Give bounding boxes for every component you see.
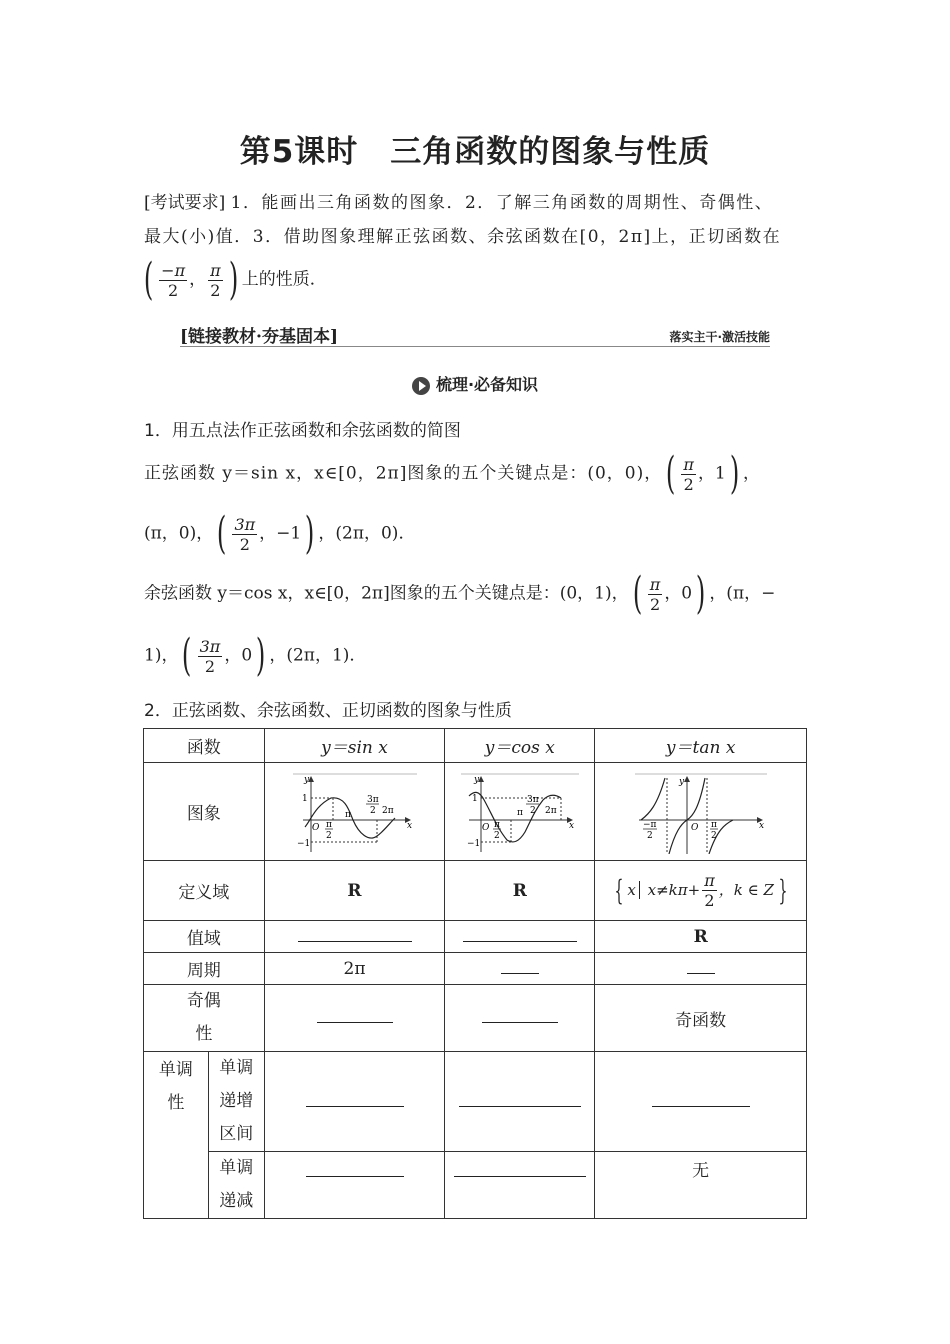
requirements-line3: ( $\frac{-\pi}{2}$ ， $\frac{\pi}{2}$ ) 上的性质． [143,254,327,305]
domain-tan: { x x≠kπ+ $\frac{\pi}{2}$ ，k ∈ Z } [595,861,807,921]
svg-text:O: O [311,822,319,833]
sin-graph [293,770,417,854]
period-sin: 2π [264,953,445,985]
period-tan-blank [595,953,807,985]
range-cos-blank [445,921,595,953]
requirements-line1 [144,193,773,213]
dec-tan: 无 [595,1152,807,1219]
sin-keypoints-line2: (π，0)，( $\frac{3\pi}{2}$ ，−1) ，(2π，0)． [144,508,416,559]
sin-graph-cell [264,763,445,861]
svg-text:3π: 3π [526,794,539,805]
header-tan: y＝tan x [595,729,807,763]
svg-text:O: O [690,822,699,833]
table-row [144,729,807,763]
svg-text:2: 2 [493,830,500,841]
parity-sin-blank [264,985,445,1052]
range-sin-blank [264,921,445,953]
cos-graph [461,770,579,854]
requirements-text-1: 1．能画出三角函数的图象．2．了解三角函数的周期性、奇偶性、 [230,193,774,213]
parity-tan: 奇函数 [595,985,807,1052]
svg-text:2π: 2π [381,805,394,816]
item2-heading: 2．正弦函数、余弦函数、正切函数的图象与性质 [144,701,512,721]
row-inc-label: 单调 递增 区间 [208,1052,264,1152]
svg-text:x: x [758,820,764,831]
cos-keypoints-line1: 余弦函数 y＝cos x，x∈[0，2π]图象的五个关键点是：(0，1)，( $\frac{\pi}{2}$ ，0) ，(π，− [144,568,776,619]
svg-text:x: x [568,820,574,831]
header-cos: y＝cos x [445,729,595,763]
inc-sin-blank [264,1052,445,1152]
svg-text:1: 1 [471,793,478,804]
svg-text:1: 1 [301,793,308,804]
sin-keypoints-line1: 正弦函数 y＝sin x，x∈[0，2π]图象的五个关键点是：(0，0)，( $\frac{\pi}{2}$ ，1) ， [144,448,760,499]
row-range-label: 值域 [144,921,265,953]
section-banner [180,322,770,347]
header-function: 函数 [144,729,265,763]
inc-tan-blank [595,1052,807,1152]
cos-graph-cell [445,763,595,861]
svg-text:2: 2 [529,805,536,816]
svg-text:y: y [473,774,479,785]
table-row [144,763,807,861]
table-row [144,1152,807,1219]
svg-text:π: π [516,807,523,818]
requirements-line2: 最大(小)值．3．借助图象理解正弦函数、余弦函数在[0，2π]上，正切函数在 [144,227,782,247]
requirements-label: [考试要求] [144,193,226,213]
dec-sin-blank [264,1152,445,1219]
tan-graph [635,770,767,854]
page-title: 第5课时 三角函数的图象与性质 [239,134,711,170]
svg-text:y: y [303,774,309,785]
row-domain-label: 定义域 [144,861,265,921]
cos-curve [469,792,561,842]
tan-graph-cell [595,763,807,861]
svg-text:O: O [481,822,490,833]
range-tan: R [595,921,807,953]
svg-text:−1: −1 [296,838,310,849]
parity-cos-blank [445,985,595,1052]
period-cos-blank [445,953,595,985]
inc-cos-blank [445,1052,595,1152]
interval-left-frac: $\frac{-\pi}{2}$ [161,260,186,300]
svg-text:π: π [344,809,351,820]
row-period-label: 周期 [144,953,265,985]
svg-text:2π: 2π [544,805,557,816]
domain-cos: R [445,861,595,921]
row-mono-label: 单调 性 [144,1052,209,1219]
table-row [144,953,807,985]
svg-text:2: 2 [710,830,717,841]
domain-sin: R [264,861,445,921]
banner-right: 落实主干·激活技能 [669,330,770,344]
svg-text:3π: 3π [366,794,379,805]
properties-table [143,728,807,1219]
table-row [144,861,807,921]
svg-text:π: π [325,819,332,830]
svg-text:2: 2 [325,830,332,841]
row-parity-label: 奇偶 性 [144,985,265,1052]
interval-right-frac: $\frac{\pi}{2}$ [210,260,221,300]
play-icon [412,377,430,395]
dec-cos-blank [445,1152,595,1219]
svg-text:y: y [678,776,684,787]
table-row [144,1052,807,1152]
item1-heading: 1．用五点法作正弦函数和余弦函数的简图 [144,421,461,441]
svg-text:2: 2 [646,830,653,841]
banner-left: [链接教材·夯基固本] [180,327,339,347]
svg-text:2: 2 [369,805,376,816]
svg-text:x: x [406,820,412,831]
svg-text:π: π [493,819,500,830]
header-sin: y＝sin x [264,729,445,763]
svg-text:−π: −π [642,819,657,830]
row-graph-label: 图象 [144,763,265,861]
requirements-tail: 上的性质． [241,269,327,290]
section-title: 梳理·必备知识 [0,372,950,395]
cos-keypoints-line2: 1)，( $\frac{3\pi}{2}$ ，0) ，(2π，1)． [144,630,367,681]
row-dec-label: 单调 递减 [208,1152,264,1219]
table-row [144,921,807,953]
svg-text:−1: −1 [466,838,481,849]
table-row [144,985,807,1052]
svg-text:π: π [710,819,717,830]
